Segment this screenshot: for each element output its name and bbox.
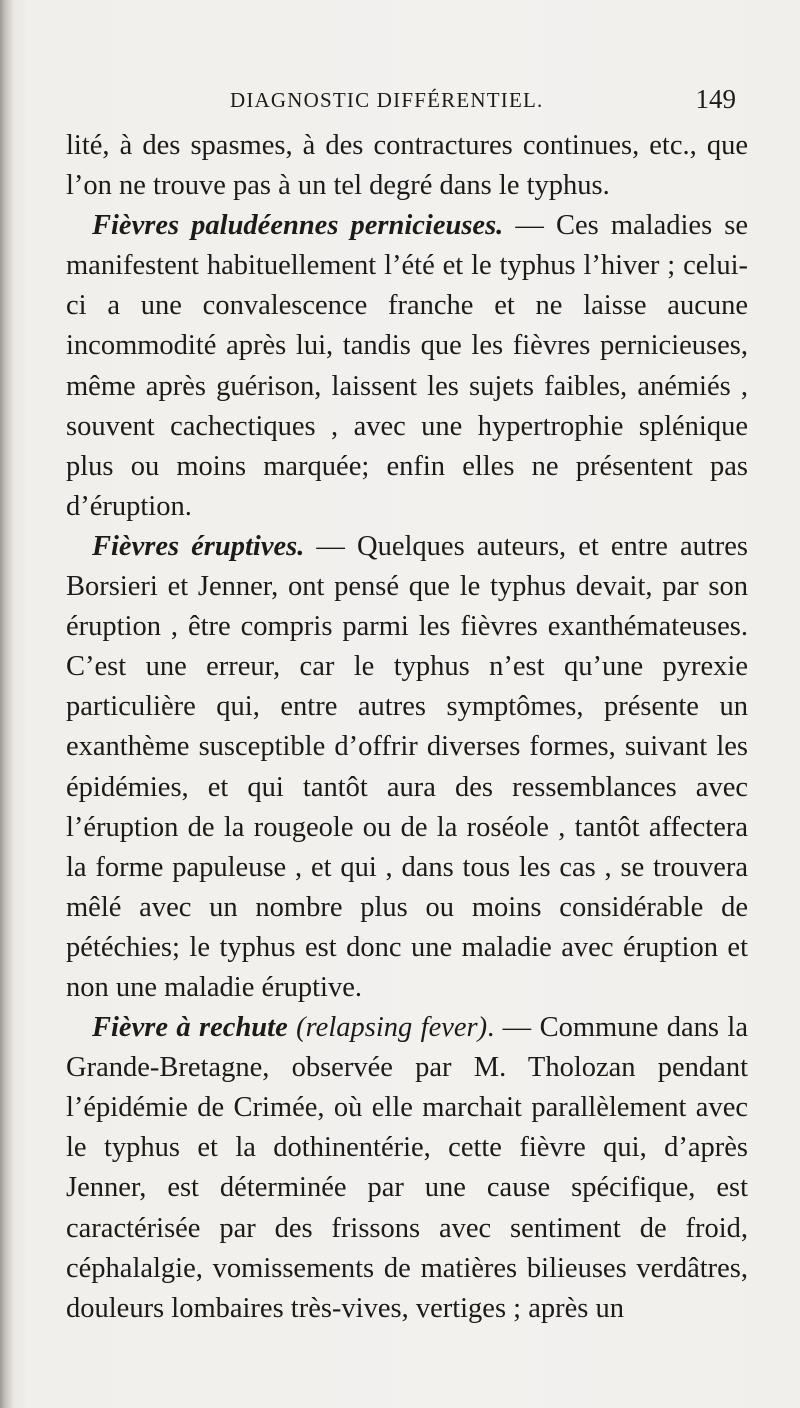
binding-gutter-shadow [0, 0, 14, 1408]
paragraph-fievre-a-rechute [66, 1008, 748, 1329]
running-title: DIAGNOSTIC DIFFÉRENTIEL. [230, 88, 544, 112]
paragraph-fievres-paludeennes [66, 206, 748, 527]
section-heading-parenthetical: (relapsing fever) [296, 1012, 488, 1044]
section-heading: Fièvre à rechute [92, 1012, 288, 1044]
paragraph-text: lité, à des spasmes, à des contractures continues, etc., que l’on ne trouve pas à un tel degré dans le typhus. [66, 130, 748, 202]
paragraph-text: — Quelques auteurs, et entre autres Borsieri et Jenner, ont pensé que le typhus devait, par son éruption , être compris parmi les fièvres exanthémateuses. C’est une erreur, car le typhus n’est qu’une pyrexie particulière qui, entre autres symptômes, présente un exanthème susceptible d’offrir diverses formes, suivant les épidémies, et qui tantôt aura des ressemblances avec l’éruption de la rougeole ou de la roséole , tantôt affectera la forme papuleuse , et qui , dans tous les cas , se trouvera mêlé avec un nombre plus ou moins considérable de pétéchies; le typhus est donc une maladie avec éruption et non une maladie éruptive. [66, 530, 748, 1003]
section-heading: Fièvres éruptives. [92, 530, 305, 562]
body-text [66, 126, 748, 1329]
paragraph-text: — Ces maladies se manifestent habituellement l’été et le typhus l’hiver ; celui-ci a une convalescence franche et ne laisse aucune incommodité après lui, tandis que les fièvres pernicieuses, même après guérison, laissent les sujets faibles, anémiés , souvent cachectiques , avec une hypertrophie splénique plus ou moins marquée; enfin elles ne présentent pas d’éruption. [66, 210, 748, 522]
page-number: 149 [695, 84, 736, 114]
page-header [230, 84, 736, 118]
section-heading: Fièvres paludéennes pernicieuses. [92, 210, 504, 242]
paragraph-fievres-eruptives [66, 527, 748, 1008]
paragraph-text: . — Commune dans la Grande-Bretagne, observée par M. Tholozan pendant l’épidémie de Crimée, où elle marchait parallèlement avec le typhus et la dothinentérie, cette fièvre qui, d’après Jenner, est déterminée par une cause spécifique, est caractérisée par des frissons avec sentiment de froid, céphalalgie, vomissements de matières bilieuses verdâtres, douleurs lombaires très-vives, vertiges ; après un [66, 1012, 748, 1324]
paragraph-continuation [66, 126, 748, 206]
